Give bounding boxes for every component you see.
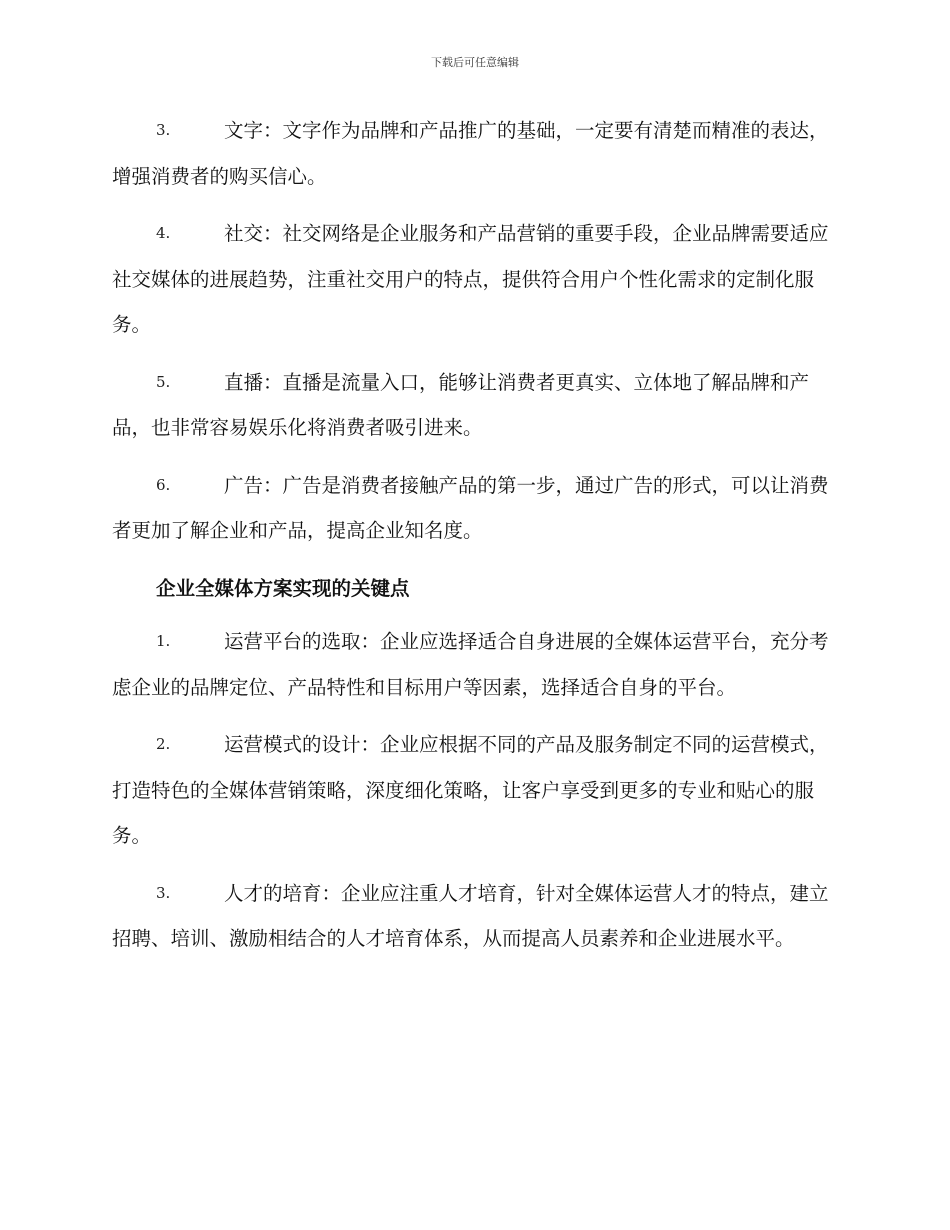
list-item-number: 5.: [156, 372, 171, 391]
list-item-text: 运营模式的设计：企业应根据不同的产品及服务制定不同的运营模式，打造特色的全媒体营销策略，深度细化策略，让客户享受到更多的专业和贴心的服务。: [112, 733, 829, 847]
list-item: [112, 360, 836, 451]
list-item-number: 2.: [156, 735, 171, 753]
list-item: [112, 108, 836, 199]
list-item: [112, 871, 836, 962]
list-item-text: 运营平台的选取：企业应选择适合自身进展的全媒体运营平台，充分考虑企业的品牌定位、产品特性和目标用户等因素，选择适合自身的平台。: [112, 630, 829, 699]
list-item-text: 直播：直播是流量入口，能够让消费者更真实、立体地了解品牌和产品，也非常容易娱乐化将消费者吸引进来。: [112, 370, 810, 439]
document-body: [112, 108, 836, 974]
page-header: 下载后可任意编辑: [431, 56, 519, 69]
list-item-text: 广告：广告是消费者接触产品的第一步，通过广告的形式，可以让消费者更加了解企业和产品，提高企业知名度。: [112, 473, 829, 542]
list-item: [112, 619, 836, 710]
list-item-text: 文字：文字作为品牌和产品推广的基础，一定要有清楚而精准的表达，增强消费者的购买信心。: [112, 119, 829, 188]
list-item: [112, 463, 836, 554]
section-heading: 企业全媒体方案实现的关键点: [156, 576, 410, 600]
list-item-text: 人才的培育：企业应注重人才培育，针对全媒体运营人才的特点，建立招聘、培训、激励相结合的人才培育体系，从而提高人员素养和企业进展水平。: [112, 881, 829, 950]
list-item-number: 3.: [156, 883, 171, 902]
list-item-text: 社交：社交网络是企业服务和产品营销的重要手段，企业品牌需要适应社交媒体的进展趋势，注重社交用户的特点，提供符合用户个性化需求的定制化服务。: [112, 222, 829, 336]
list-item-number: 6.: [156, 475, 171, 494]
list-item: [112, 211, 836, 348]
list-item: [112, 722, 836, 859]
list-item-number: 3.: [156, 121, 171, 139]
list-item-number: 1.: [156, 632, 171, 650]
list-item-number: 4.: [156, 224, 171, 242]
